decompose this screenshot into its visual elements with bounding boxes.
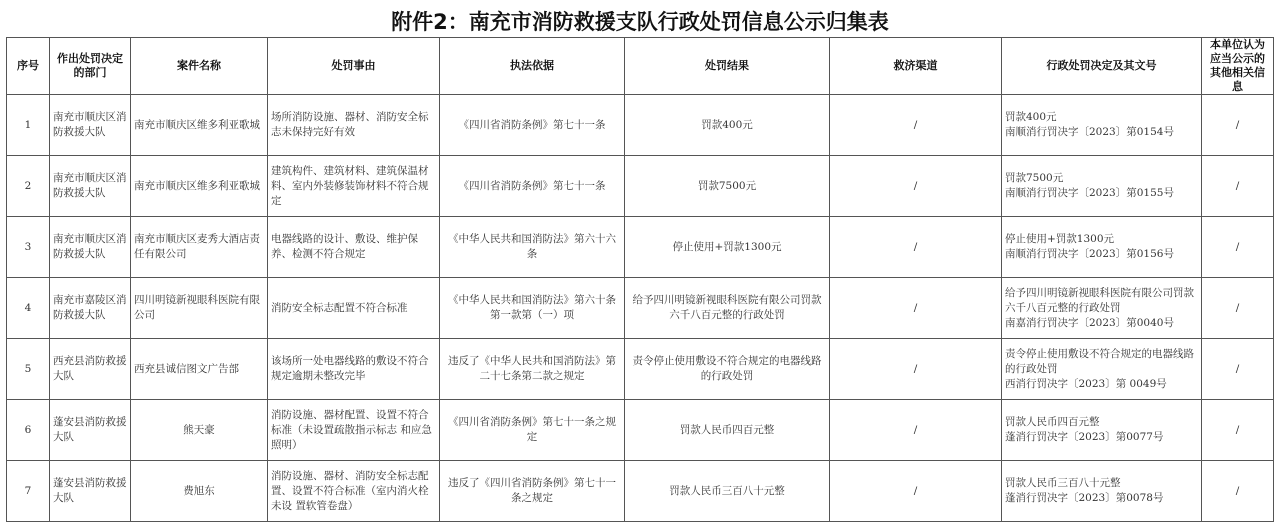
table-row [7,278,1274,339]
decision-penalty: 罚款人民币四百元整 [1005,416,1100,428]
cell-other: / [1202,461,1274,522]
cell-remedy: / [830,278,1002,339]
header-other: 本单位认为应当公示的其他相关信息 [1202,38,1274,95]
cell-result: 罚款人民币三百八十元整 [625,461,830,522]
cell-other: / [1202,339,1274,400]
cell-reason: 消防设施、器材、消防安全标志配置、设置不符合标准（室内消火栓未设 置软管卷盘） [268,461,440,522]
cell-department: 蓬安县消防救援大队 [50,461,131,522]
cell-basis: 违反了《四川省消防条例》第七十一条之规定 [440,461,625,522]
cell-remedy: / [830,95,1002,156]
cell-remedy: / [830,156,1002,217]
cell-other: / [1202,400,1274,461]
header-index: 序号 [7,38,50,95]
header-department: 作出处罚决定的部门 [50,38,131,95]
penalty-table [6,37,1274,522]
cell-other: / [1202,95,1274,156]
page-title: 附件2：南充市消防救援支队行政处罚信息公示归集表 [391,10,889,34]
cell-result: 责令停止使用敷设不符合规定的电器线路的行政处罚 [625,339,830,400]
cell-index: 5 [7,339,50,400]
decision-penalty: 罚款400元 [1005,111,1057,123]
cell-decision [1002,278,1202,339]
cell-basis: 《四川省消防条例》第七十一条 [440,95,625,156]
header-remedy: 救济渠道 [830,38,1002,95]
cell-other: / [1202,278,1274,339]
decision-penalty: 罚款7500元 [1005,172,1064,184]
cell-decision [1002,95,1202,156]
cell-index: 6 [7,400,50,461]
cell-decision [1002,156,1202,217]
cell-case-name: 四川明镜新视眼科医院有限公司 [131,278,268,339]
decision-number: 南嘉消行罚决字〔2023〕第0040号 [1005,316,1174,329]
cell-basis: 《四川省消防条例》第七十一条 [440,156,625,217]
cell-case-name: 南充市顺庆区维多利亚歌城 [131,156,268,217]
cell-case-name: 南充市顺庆区维多利亚歌城 [131,95,268,156]
cell-index: 1 [7,95,50,156]
cell-reason: 建筑构件、建筑材料、建筑保温材料、室内外装修装饰材料不符合规定 [268,156,440,217]
table-row [7,461,1274,522]
cell-remedy: / [830,339,1002,400]
decision-number: 南顺消行罚决字〔2023〕第0156号 [1005,248,1174,260]
cell-remedy: / [830,400,1002,461]
cell-remedy: / [830,217,1002,278]
cell-department: 南充市顺庆区消防救援大队 [50,95,131,156]
cell-case-name: 费旭东 [131,461,268,522]
cell-index: 2 [7,156,50,217]
cell-department: 蓬安县消防救援大队 [50,400,131,461]
decision-penalty: 罚款人民币三百八十元整 [1005,477,1121,489]
header-result: 处罚结果 [625,38,830,95]
cell-reason: 消防设施、器材配置、设置不符合标准（未设置疏散指示标志 和应急照明） [268,400,440,461]
table-row [7,400,1274,461]
cell-other: / [1202,217,1274,278]
cell-basis: 《中华人民共和国消防法》第六十条第一款第（一）项 [440,278,625,339]
table-row [7,95,1274,156]
cell-result: 罚款7500元 [625,156,830,217]
header-case-name: 案件名称 [131,38,268,95]
decision-number: 南顺消行罚决字〔2023〕第0154号 [1005,126,1174,138]
cell-decision [1002,461,1202,522]
cell-case-name: 南充市顺庆区麦秀大酒店责任有限公司 [131,217,268,278]
cell-reason: 该场所一处电器线路的敷设不符合规定逾期未整改完毕 [268,339,440,400]
decision-number: 蓬消行罚决字〔2023〕第0077号 [1005,431,1164,443]
cell-result: 罚款400元 [625,95,830,156]
decision-number: 蓬消行罚决字〔2023〕第0078号 [1005,492,1164,504]
decision-penalty: 给予四川明镜新视眼科医院有限公司罚款六千八百元整的行政处罚 [1005,286,1194,314]
decision-penalty: 停止使用+罚款1300元 [1005,233,1115,245]
table-row [7,156,1274,217]
cell-decision [1002,400,1202,461]
cell-basis: 《四川省消防条例》第七十一条之规定 [440,400,625,461]
header-basis: 执法依据 [440,38,625,95]
table-row [7,339,1274,400]
decision-penalty: 责令停止使用敷设不符合规定的电器线路的行政处罚 [1005,347,1194,375]
header-decision: 行政处罚决定及其文号 [1002,38,1202,95]
cell-index: 4 [7,278,50,339]
cell-case-name: 熊天豪 [131,400,268,461]
cell-remedy: / [830,461,1002,522]
cell-decision [1002,339,1202,400]
cell-result: 罚款人民币四百元整 [625,400,830,461]
cell-reason: 场所消防设施、器材、消防安全标志未保持完好有效 [268,95,440,156]
cell-reason: 电器线路的设计、敷设、维护保养、检测不符合规定 [268,217,440,278]
cell-index: 3 [7,217,50,278]
header-reason: 处罚事由 [268,38,440,95]
decision-number: 南顺消行罚决字〔2023〕第0155号 [1005,187,1174,199]
cell-department: 南充市顺庆区消防救援大队 [50,156,131,217]
cell-index: 7 [7,461,50,522]
cell-department: 南充市嘉陵区消防救援大队 [50,278,131,339]
cell-reason: 消防安全标志配置不符合标准 [268,278,440,339]
cell-basis: 《中华人民共和国消防法》第六十六条 [440,217,625,278]
cell-department: 南充市顺庆区消防救援大队 [50,217,131,278]
cell-result: 停止使用+罚款1300元 [625,217,830,278]
cell-result: 给予四川明镜新视眼科医院有限公司罚款六千八百元整的行政处罚 [625,278,830,339]
table-header-row [7,38,1274,95]
cell-other: / [1202,156,1274,217]
decision-number: 西消行罚决字〔2023〕第 0049号 [1005,377,1167,390]
cell-basis: 违反了《中华人民共和国消防法》第二十七条第二款之规定 [440,339,625,400]
cell-department: 西充县消防救援大队 [50,339,131,400]
cell-decision [1002,217,1202,278]
table-row [7,217,1274,278]
cell-case-name: 西充县诚信图文广告部 [131,339,268,400]
